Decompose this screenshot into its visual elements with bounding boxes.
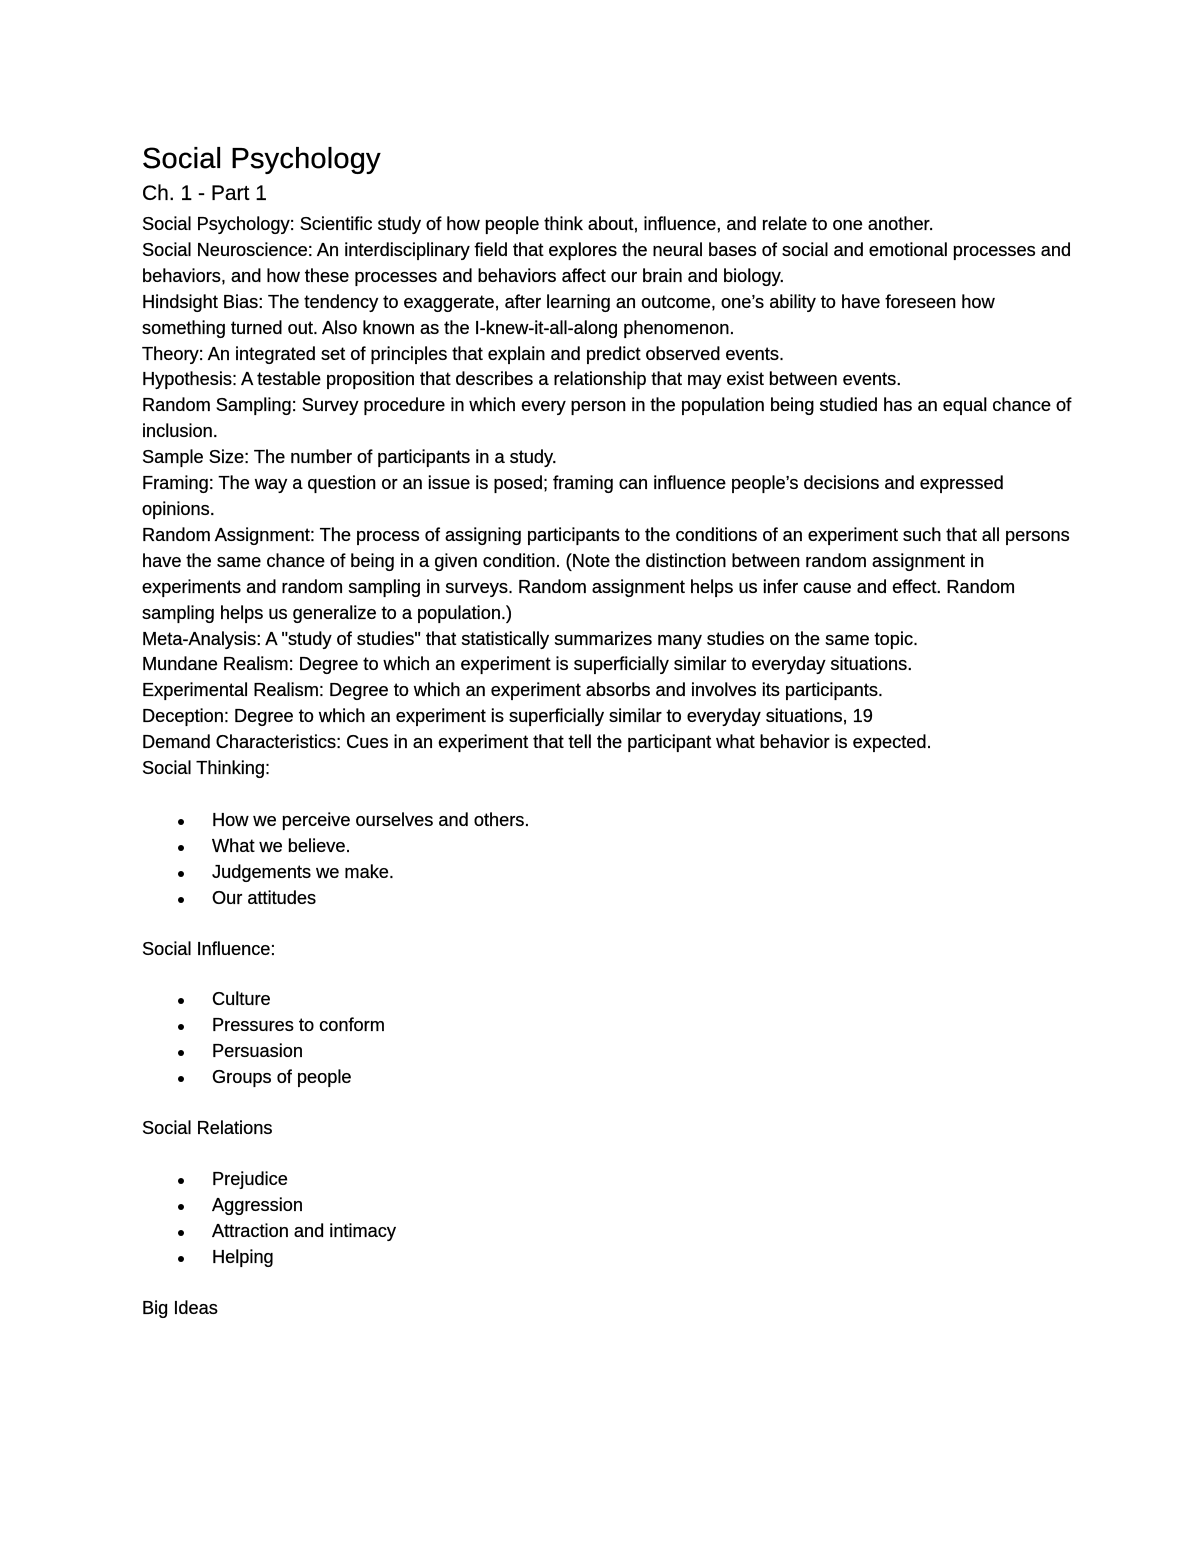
social-relations-list: [142, 1167, 1072, 1271]
list-item-text: How we perceive ourselves and others.: [212, 809, 530, 830]
bullet-icon: [178, 1050, 184, 1056]
list-item: [142, 987, 1072, 1013]
bullet-icon: [178, 1256, 184, 1262]
bullet-icon: [178, 845, 184, 851]
bullet-icon: [178, 1230, 184, 1236]
list-item: [142, 1039, 1072, 1065]
list-item: [142, 1219, 1072, 1245]
definitions-list: [142, 212, 1072, 756]
list-item-text: Prejudice: [212, 1169, 288, 1189]
definition-item: Meta-Analysis: A "study of studies" that statistically summarizes many studies on the same topic.: [142, 628, 919, 649]
definition-item: Hindsight Bias: The tendency to exaggerate, after learning an outcome, one’s ability to have foreseen how something turned out. Also known as the I-knew-it-all-along phenomenon.: [142, 291, 995, 338]
definition-item: Hypothesis: A testable proposition that describes a relationship that may exist between events.: [142, 369, 902, 390]
social-thinking-list: [142, 808, 1072, 912]
section-heading-social-thinking: Social Thinking:: [142, 758, 271, 779]
bullet-icon: [178, 1178, 184, 1184]
list-item: [142, 1065, 1072, 1091]
social-influence-list: [142, 987, 1072, 1091]
definition-item: Social Psychology: Scientific study of how people think about, influence, and relate to one another.: [142, 214, 934, 234]
list-item-text: Persuasion: [212, 1041, 303, 1062]
definition-item: Social Neuroscience: An interdisciplinary field that explores the neural bases of social and emotional processes and behaviors, and how these processes and behaviors affect our brain and biology.: [142, 239, 1072, 286]
list-item: [142, 886, 1072, 912]
bullet-icon: [178, 1024, 184, 1030]
definition-item: Framing: The way a question or an issue is posed; framing can influence people’s decisions and expressed opinions.: [142, 473, 1004, 519]
definition-item: Random Assignment: The process of assigning participants to the conditions of an experiment such that all persons have the same chance of being in a given condition. (Note the distinction between random assignment in experiments and random sampling in surveys. Random assignment helps us infer cause and effect. Random sampling helps us generalize to a population.): [142, 524, 1070, 623]
section-heading-social-influence: Social Influence:: [142, 938, 276, 959]
list-item: [142, 834, 1072, 860]
definition-item: Theory: An integrated set of principles that explain and predict observed events.: [142, 343, 784, 364]
list-item: [142, 1245, 1072, 1271]
bullet-icon: [178, 897, 184, 903]
list-item-text: Pressures to conform: [212, 1015, 385, 1036]
list-item-text: Attraction and intimacy: [212, 1220, 396, 1241]
document-title: Social Psychology: [142, 143, 381, 175]
definition-item: Sample Size: The number of participants in a study.: [142, 447, 557, 468]
definition-item: Experimental Realism: Degree to which an experiment absorbs and involves its participants.: [142, 680, 883, 701]
definition-item: Mundane Realism: Degree to which an experiment is superficially similar to everyday situations.: [142, 654, 913, 675]
list-item: [142, 1193, 1072, 1219]
list-item-text: Groups of people: [212, 1067, 352, 1088]
definition-item: Deception: Degree to which an experiment is superficially similar to everyday situations, 19: [142, 706, 873, 727]
list-item-text: Culture: [212, 989, 271, 1010]
list-item: [142, 1167, 1072, 1193]
definition-item: Random Sampling: Survey procedure in which every person in the population being studied has an equal chance of inclusion.: [142, 395, 1072, 442]
section-heading-social-relations: Social Relations: [142, 1118, 273, 1139]
document-page: [142, 140, 1072, 1322]
list-item-text: Judgements we make.: [212, 861, 394, 882]
bullet-icon: [178, 1204, 184, 1210]
list-item-text: Our attitudes: [212, 887, 317, 908]
definition-item: Demand Characteristics: Cues in an experiment that tell the participant what behavior is expected.: [142, 732, 932, 753]
section-heading-big-ideas: Big Ideas: [142, 1297, 218, 1318]
bullet-icon: [178, 819, 184, 825]
document-subtitle: Ch. 1 - Part 1: [142, 182, 267, 205]
list-item-text: Helping: [212, 1246, 274, 1267]
list-item-text: Aggression: [212, 1194, 303, 1215]
list-item: [142, 808, 1072, 834]
list-item: [142, 860, 1072, 886]
list-item-text: What we believe.: [212, 835, 351, 856]
bullet-icon: [178, 1076, 184, 1082]
bullet-icon: [178, 871, 184, 877]
bullet-icon: [178, 998, 184, 1004]
list-item: [142, 1013, 1072, 1039]
